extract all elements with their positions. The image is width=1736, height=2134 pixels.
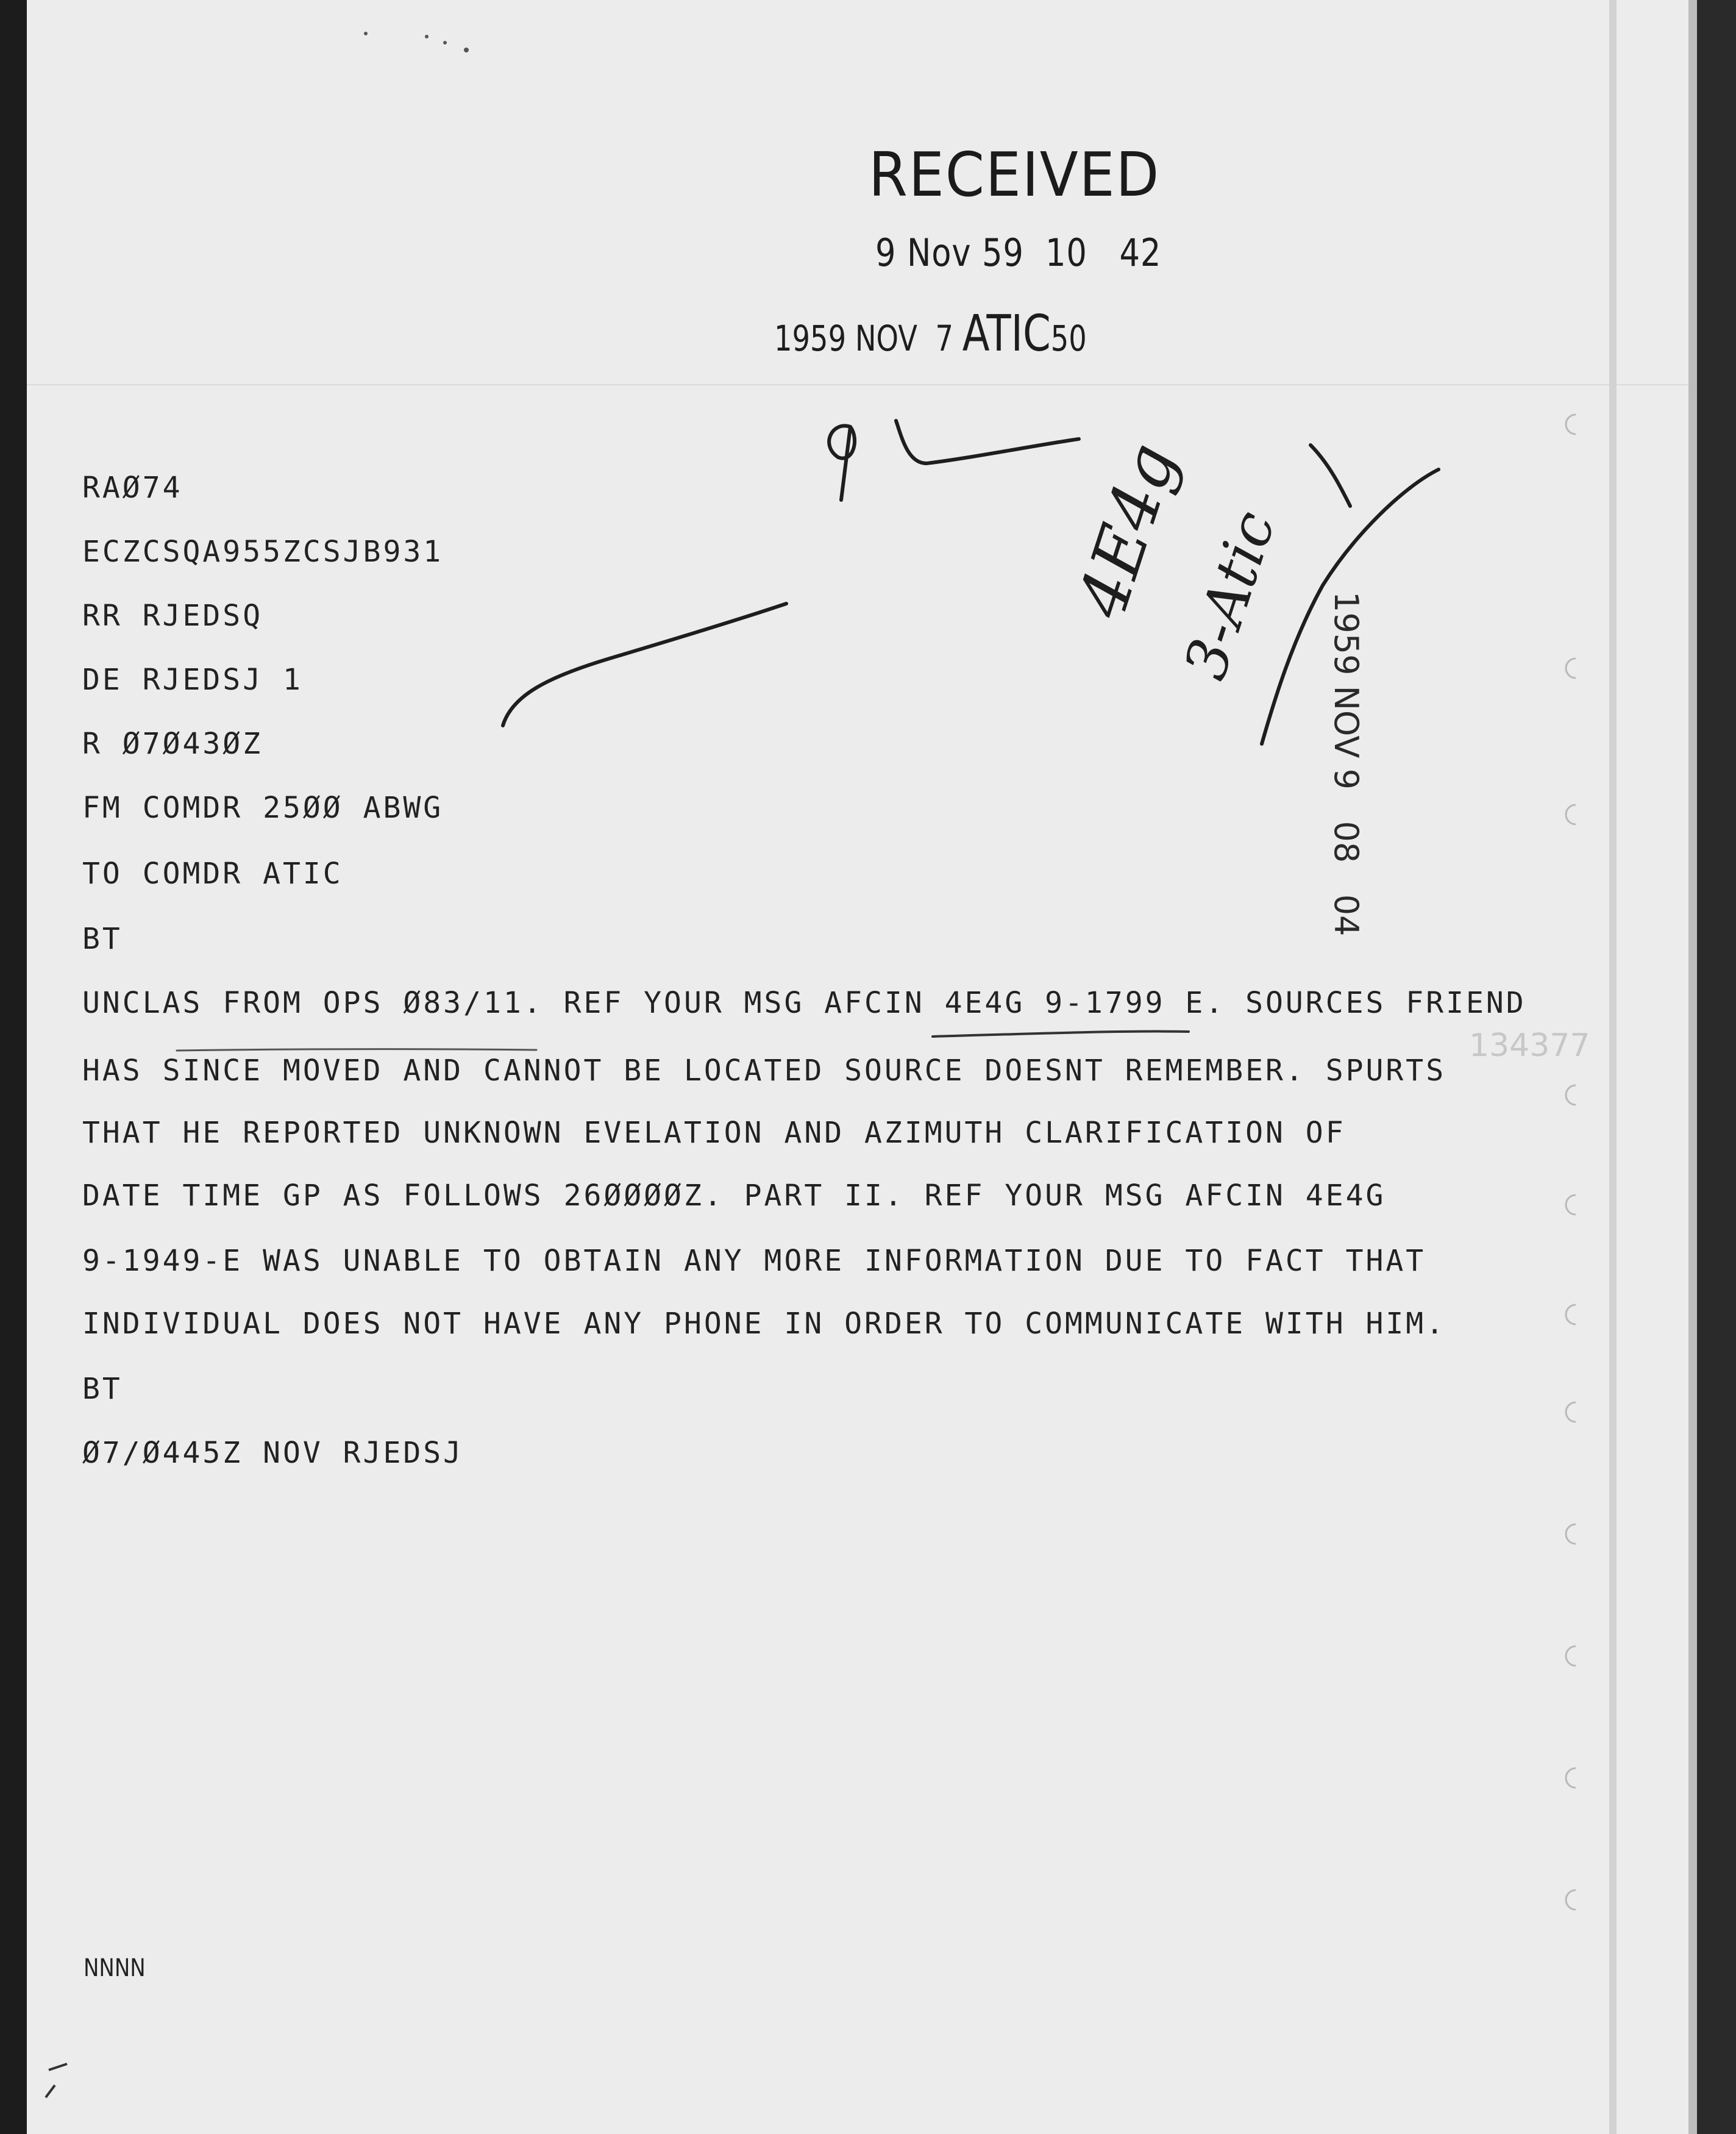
- message-line: RAØ74: [82, 471, 183, 505]
- message-line: HAS SINCE MOVED AND CANNOT BE LOCATED SOURCE DOESNT REMEMBER. SPURTS: [82, 1054, 1446, 1088]
- handwritten-note: 3-Atic: [1172, 503, 1289, 688]
- received-date-stamp: 9 Nov 59 10 42: [875, 230, 1162, 275]
- message-line: R Ø7Ø43ØZ: [82, 727, 263, 761]
- handwritten-signature: [1262, 469, 1439, 744]
- handwritten-underline: [177, 1049, 536, 1051]
- vertical-date-stamp: 1959 NOV 9 08 04: [1327, 591, 1365, 937]
- scan-specks: [364, 32, 469, 52]
- handwritten-underline: [933, 1032, 1189, 1037]
- handwritten-file-ref: 4E4g: [1062, 434, 1192, 627]
- received-stamp: RECEIVED: [869, 139, 1161, 210]
- corner-scratch: [46, 2064, 67, 2097]
- atic-date: 1959 NOV 7: [774, 318, 954, 359]
- message-line: UNCLAS FROM OPS Ø83/11. REF YOUR MSG AFCIN 4E4G 9-1799 E. SOURCES FRIEND: [82, 986, 1526, 1020]
- message-line: THAT HE REPORTED UNKNOWN EVELATION AND AZIMUTH CLARIFICATION OF: [82, 1116, 1346, 1150]
- end-marker: NNNN: [84, 1954, 146, 1982]
- message-line: TO COMDR ATIC: [82, 857, 343, 891]
- message-line: INDIVIDUAL DOES NOT HAVE ANY PHONE IN ORDER TO COMMUNICATE WITH HIM.: [82, 1307, 1446, 1341]
- message-line: DATE TIME GP AS FOLLOWS 26ØØØØZ. PART II. REF YOUR MSG AFCIN 4E4G: [82, 1179, 1386, 1213]
- message-line: RR RJEDSQ: [82, 599, 263, 633]
- handwritten-stroke: [503, 604, 786, 726]
- message-line: Ø7/Ø445Z NOV RJEDSJ: [82, 1436, 464, 1470]
- handwritten-initials: [829, 421, 1079, 500]
- message-line: BT: [82, 1372, 123, 1406]
- message-line: DE RJEDSJ 1: [82, 663, 303, 697]
- faint-number: 134377: [1469, 1027, 1590, 1064]
- message-line: 9-1949-E WAS UNABLE TO OBTAIN ANY MORE INFORMATION DUE TO FACT THAT: [82, 1244, 1426, 1278]
- message-line: FM COMDR 25ØØ ABWG: [82, 791, 444, 825]
- handwritten-mark: [1311, 445, 1350, 506]
- message-line: ECZCSQA955ZCSJB931: [82, 535, 444, 569]
- atic-number: 50: [1050, 318, 1087, 359]
- atic-mark: ATIC: [962, 305, 1051, 363]
- message-line: BT: [82, 922, 123, 956]
- punch-hole-marks: [1566, 415, 1576, 1910]
